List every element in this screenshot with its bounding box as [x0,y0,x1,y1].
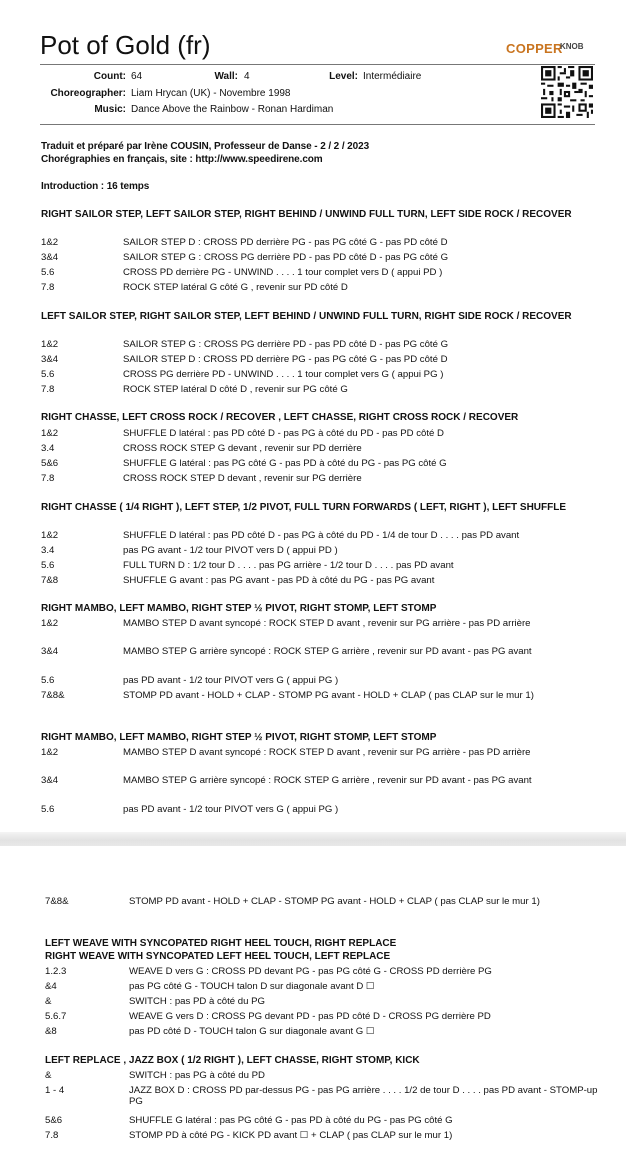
step-count: 5.6 [41,804,55,815]
wall-label: Wall: [214,71,238,82]
step-count: 5&6 [41,458,59,469]
section-heading: LEFT REPLACE , JAZZ BOX ( 1/2 RIGHT ), LEFT CHASSE, RIGHT STOMP, KICK [45,1055,420,1066]
meta-rule [40,124,595,125]
step-count: & [45,996,52,1007]
step-description: MAMBO STEP G arrière syncopé : ROCK STEP G arrière , revenir sur PD avant - pas PG avant [123,775,532,786]
step-count: 7&8& [45,896,69,907]
step-description: CROSS ROCK STEP D devant , revenir sur PG derrière [123,473,362,484]
step-count: 3.4 [41,545,55,556]
step-count: 1&2 [41,237,59,248]
wall-value: 4 [244,71,250,82]
header-rule [40,64,595,65]
step-count: 1 - 4 [45,1085,65,1096]
copperknob-logo [506,42,594,58]
step-count: 5.6 [41,560,55,571]
step-description: ROCK STEP latéral D côté D , revenir sur PG côté G [123,384,348,395]
step-count: 7.8 [41,282,55,293]
logo-text: COPPER [506,41,563,56]
section-heading: RIGHT CHASSE, LEFT CROSS ROCK / RECOVER , LEFT CHASSE, RIGHT CROSS ROCK / RECOVER [41,412,519,423]
step-count: 3&4 [41,646,59,657]
step-count: 7&8 [41,575,59,586]
step-description: SHUFFLE G latéral : pas PG côté G - pas PD à côté du PG - pas PG côté G [123,458,447,469]
step-description: FULL TURN D : 1/2 tour D . . . . pas PG arrière - 1/2 tour D . . . . pas PD avant [123,560,454,571]
step-description: SAILOR STEP G : CROSS PG derrière PD - pas PD côté D - pas PG côté G [123,339,449,350]
step-count: 1&2 [41,428,59,439]
section-heading: RIGHT MAMBO, LEFT MAMBO, RIGHT STEP ½ PIVOT, RIGHT STOMP, LEFT STOMP [41,732,437,743]
step-count: &4 [45,981,57,992]
step-description: pas PD avant - 1/2 tour PIVOT vers G ( appui PG ) [123,675,339,686]
credits-line-2: Chorégraphies en français, site : http://www.speedirene.com [41,154,323,165]
step-description: pas PG côté G - TOUCH talon D sur diagonale avant D ☐ [129,981,375,992]
step-count: 1&2 [41,618,59,629]
step-count: 5.6 [41,267,55,278]
count-label: Count: [93,71,126,82]
music-value: Dance Above the Rainbow - Ronan Hardiman [131,104,334,115]
step-count: 7&8& [41,690,65,701]
section-heading: RIGHT CHASSE ( 1/4 RIGHT ), LEFT STEP, 1/2 PIVOT, FULL TURN FORWARDS ( LEFT, RIGHT ), LEFT SHUFFLE [41,502,567,513]
step-count: 7.8 [41,473,55,484]
step-count: 1&2 [41,339,59,350]
step-description: SWITCH : pas PD à côté du PG [129,996,265,1007]
level-label: Level: [329,71,358,82]
step-count: 7.8 [45,1130,59,1141]
step-description: CROSS ROCK STEP G devant , revenir sur PD derrière [123,443,362,454]
step-count: 5.6 [41,675,55,686]
step-description: WEAVE D vers G : CROSS PD devant PG - pas PG côté G - CROSS PD derrière PG [129,966,492,977]
step-count: 3&4 [41,354,59,365]
step-description: STOMP PD avant - HOLD + CLAP - STOMP PG avant - HOLD + CLAP ( pas CLAP sur le mur 1) [129,896,540,907]
page-title: Pot of Gold (fr) [40,30,211,60]
qr-code-icon [541,66,593,118]
step-count: 3&4 [41,252,59,263]
step-description: pas PD côté D - TOUCH talon G sur diagonale avant G ☐ [129,1026,375,1037]
step-description: CROSS PD derrière PG - UNWIND . . . . 1 tour complet vers D ( appui PD ) [123,267,443,278]
introduction: Introduction : 16 temps [41,181,150,192]
step-count: 3.4 [41,443,55,454]
section-heading: RIGHT MAMBO, LEFT MAMBO, RIGHT STEP ½ PIVOT, RIGHT STOMP, LEFT STOMP [41,603,437,614]
step-count: 1&2 [41,530,59,541]
credits-line-1: Traduit et préparé par Irène COUSIN, Professeur de Danse - 2 / 2 / 2023 [41,141,370,152]
step-description: JAZZ BOX D : CROSS PD par-dessus PG - pas PG arrière . . . . 1/2 de tour D . . . . pas PD avant - STOMP-up PG [129,1085,598,1107]
step-description: STOMP PD avant - HOLD + CLAP - STOMP PG avant - HOLD + CLAP ( pas CLAP sur le mur 1) [123,690,534,701]
step-description: SWITCH : pas PG à côté du PD [129,1070,265,1081]
step-count: 3&4 [41,775,59,786]
step-description: SHUFFLE D latéral : pas PD côté D - pas PG à côté du PD - pas PD côté D [123,428,444,439]
step-description: ROCK STEP latéral G côté G , revenir sur PD côté D [123,282,348,293]
step-count: 5.6 [41,369,55,380]
step-count: 1&2 [41,747,59,758]
step-count: 7.8 [41,384,55,395]
step-count: 1.2.3 [45,966,67,977]
step-description: pas PD avant - 1/2 tour PIVOT vers G ( appui PG ) [123,804,339,815]
step-description: MAMBO STEP D avant syncopé : ROCK STEP D avant , revenir sur PG arrière - pas PD arrière [123,747,531,758]
step-description: SHUFFLE G latéral : pas PG côté G - pas PD à côté du PG - pas PG côté G [129,1115,453,1126]
level-value: Intermédiaire [363,71,422,82]
step-description: MAMBO STEP D avant syncopé : ROCK STEP D avant , revenir sur PG arrière - pas PD arrière [123,618,531,629]
music-label: Music: [94,104,126,115]
logo-text-2: KNOB [560,42,584,51]
choreographer-label: Choreographer: [50,88,126,99]
step-count: 5&6 [45,1115,63,1126]
step-count: &8 [45,1026,57,1037]
step-description: STOMP PD à côté PG - KICK PD avant ☐ + CLAP ( pas CLAP sur le mur 1) [129,1130,453,1141]
step-description: pas PG avant - 1/2 tour PIVOT vers D ( appui PD ) [123,545,338,556]
section-heading-2: RIGHT WEAVE WITH SYNCOPATED LEFT HEEL TOUCH, LEFT REPLACE [45,951,391,962]
step-count: 5.6.7 [45,1011,67,1022]
step-description: SHUFFLE G avant : pas PG avant - pas PD à côté du PG - pas PG avant [123,575,435,586]
step-description: SAILOR STEP D : CROSS PD derrière PG - pas PG côté G - pas PD côté D [123,354,448,365]
step-description: SAILOR STEP D : CROSS PD derrière PG - pas PG côté G - pas PD côté D [123,237,448,248]
step-description: WEAVE G vers D : CROSS PG devant PD - pas PD côté D - CROSS PG derrière PD [129,1011,491,1022]
section-heading: RIGHT SAILOR STEP, LEFT SAILOR STEP, RIGHT BEHIND / UNWIND FULL TURN, LEFT SIDE ROCK / RECOVER [41,209,572,220]
section-heading: LEFT WEAVE WITH SYNCOPATED RIGHT HEEL TOUCH, RIGHT REPLACE [45,938,397,949]
step-count: & [45,1070,52,1081]
step-description: MAMBO STEP G arrière syncopé : ROCK STEP G arrière , revenir sur PD avant - pas PG avant [123,646,532,657]
count-value: 64 [131,71,143,82]
choreographer-value: Liam Hrycan (UK) - Novembre 1998 [131,88,291,99]
step-description: SHUFFLE D latéral : pas PD côté D - pas PG à côté du PD - 1/4 de tour D . . . . pas PD avant [123,530,520,541]
page-2 [0,846,626,1168]
section-heading: LEFT SAILOR STEP, RIGHT SAILOR STEP, LEFT BEHIND / UNWIND FULL TURN, RIGHT SIDE ROCK / RECOVER [41,311,572,322]
step-description: SAILOR STEP G : CROSS PG derrière PD - pas PD côté D - pas PG côté G [123,252,449,263]
step-description: CROSS PG derrière PD - UNWIND . . . . 1 tour complet vers G ( appui PG ) [123,369,444,380]
